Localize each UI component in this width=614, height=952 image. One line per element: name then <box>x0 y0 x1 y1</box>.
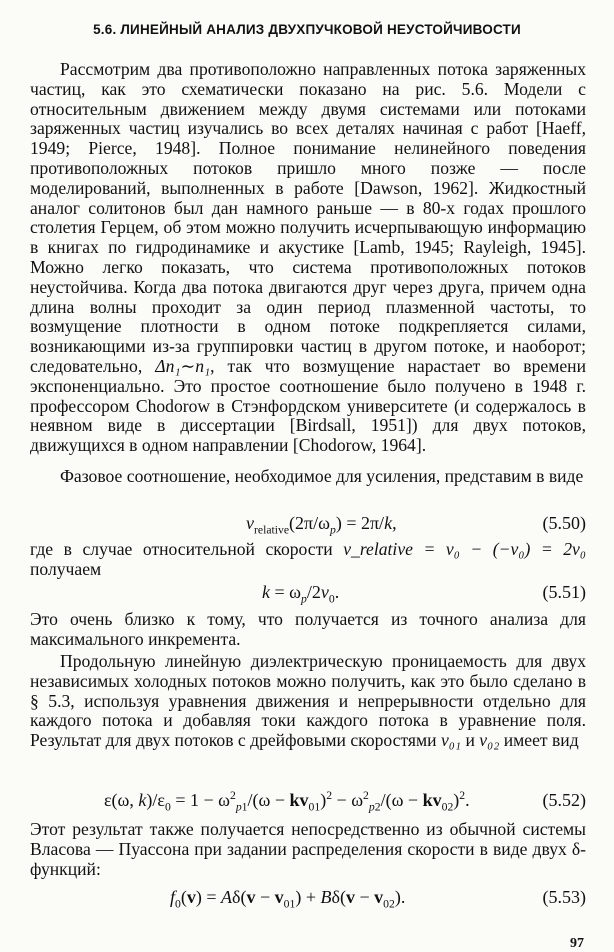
equation-5-52-formula: ε(ω, $k)/\varepsilon_0 = 1 - \omega^2_{p1}/(\omega - kv_{01})^2 - \omega^2_{p2}/(\omega - kv_{02})^2$. <box>104 789 470 814</box>
paragraph-intro <box>30 60 586 456</box>
conjunction-and: и <box>465 730 475 751</box>
drift-velocity-1: v₀₁ <box>440 730 462 751</box>
equation-5-52-number: (5.52) <box>542 790 586 810</box>
drift-velocity-2: v₀₂ <box>479 730 500 751</box>
equation-5-50-formula: $v_{relative}(2\pi/\omega_p) = 2\pi/k$, <box>246 513 397 537</box>
page-number: 97 <box>570 936 584 951</box>
paragraph-intro-text: Рассмотрим два противоположно направленных потока заряженных частиц, как это схематически показано на рис. 5.6. Модели с относительным движением между двумя системами или потоками заряженных частиц изучались во всех деталях начиная с работ [Haeff, 1949; Pierce, 1948]. Полное понимание нелинейного поведения противоположных потоков пришло много позже — после моделирований, выполненных в работе [Dawson, 1962]. Жидкостный аналог солитонов был дан намного раньше — в 80-х годах прошлого столетия Герцем, об этом можно получить исчерпывающую информацию в книгах по гидродинамике и акустике [Lamb, 1945; Rayleigh, 1945]. Можно легко показать, что система противоположных потоков неустойчива. Когда два потока двигаются друг через друга, причем одна длина волны проходит за один период плазменной частоты, то возмущение плотности в одном потоке подкрепляется силами, возникающими из-за группировки частиц в другом потоке, и наоборот; следовательно, <box>30 59 586 376</box>
paragraph-phase: Фазовое соотношение, необходимое для усиления, представим в виде <box>60 466 584 486</box>
equation-5-52 <box>30 788 586 812</box>
equation-5-53-formula: $f_0(v) = A\delta(v - v_{01}) + B\delta(v - v_{02})$. <box>170 887 406 911</box>
equation-5-51-formula: $k = \omega_p/2v_0$. <box>262 582 340 606</box>
equation-5-51 <box>30 580 586 604</box>
relative-velocity-formula: v_relative = v₀ − (−v₀) = 2v₀ <box>343 539 586 559</box>
equation-5-50-number: (5.50) <box>542 513 586 533</box>
paragraph-relative-velocity <box>30 540 586 580</box>
equation-5-53-number: (5.53) <box>542 887 586 907</box>
equation-5-53 <box>30 885 586 909</box>
density-perturbation-formula: Δn₁∼n₁ <box>155 355 211 376</box>
equation-5-50 <box>30 511 586 535</box>
paragraph-dielectric <box>30 652 586 751</box>
paragraph-dielectric-text: Продольную линейную диэлектрическую проницаемость для двух независимых холодных потоков можно получить, как это было сделано в § 5.3, используя уравнения движения и непрерывности отдельно для каждого потока и добавляя токи каждого потока в уравнение поля. Результат для двух потоков с дрейфовыми скоростями <box>30 651 586 751</box>
paragraph-intro-tail: , так что возмущение нарастает во времени экспоненциально. Это простое соотношение было получено в 1948 г. профессором Chodorow в Стэнфордском университете (и содержалось в неявном виде в диссертации [Birdsall, 1951]) для двух потоков, движущихся в одном направлении [Chodorow, 1964]. <box>30 355 586 456</box>
equation-5-51-number: (5.51) <box>542 582 586 602</box>
section-heading: 5.6. ЛИНЕЙНЫЙ АНАЛИЗ ДВУХПУЧКОВОЙ НЕУСТОЙЧИВОСТИ <box>93 22 521 37</box>
paragraph-close-result: Это очень близко к тому, что получается из точного анализа для максимального инкремента. <box>30 609 586 649</box>
paragraph-relative-velocity-text: где в случае относительной скорости <box>30 539 333 559</box>
paragraph-vlasov: Этот результат также получается непосредственно из обычной системы Власова — Пуассона при задании распределения скорости в виде двух δ-функций: <box>30 819 586 879</box>
paragraph-relative-velocity-tail: получаем <box>30 558 102 579</box>
paragraph-dielectric-tail: имеет вид <box>503 730 579 751</box>
